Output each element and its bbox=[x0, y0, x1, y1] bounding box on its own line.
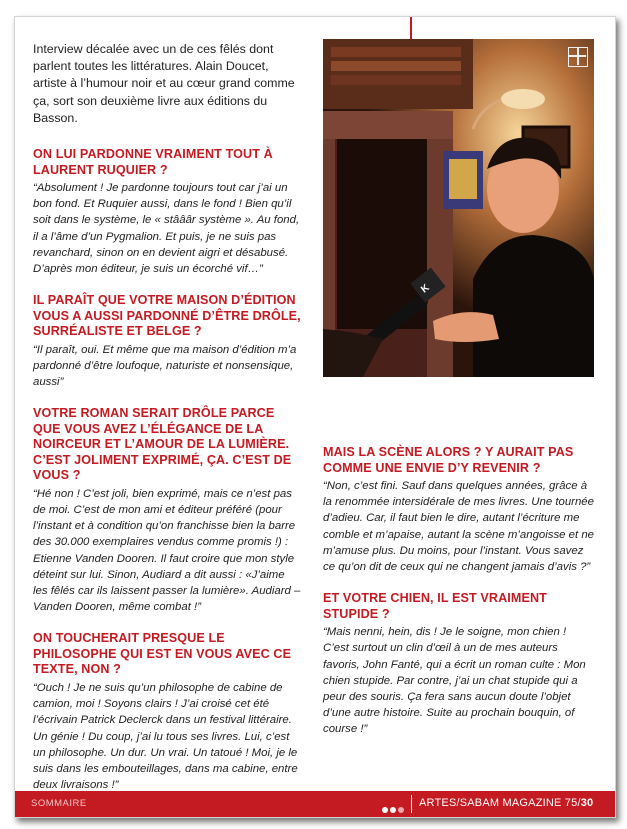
page-dots bbox=[382, 800, 406, 818]
intro-paragraph: Interview décalée avec un de ces fêlés dont parlent toutes les littératures. Alain Doucet, artiste à l’humour noir et au cœur grand comme ça, sort son deuxième livre aux éditions du Basson. bbox=[33, 42, 295, 125]
qa-block-6 bbox=[323, 591, 595, 737]
svg-text:K: K bbox=[419, 282, 432, 296]
qa-block-1 bbox=[33, 147, 301, 277]
question-5: MAIS LA SCÈNE ALORS ? Y AURAIT PAS COMME UNE ENVIE D’Y REVENIR ? bbox=[323, 445, 574, 475]
magazine-name: ARTES/SABAM MAGAZINE 75/ bbox=[419, 797, 581, 809]
plus-square-icon bbox=[568, 47, 588, 67]
sommaire-link[interactable]: SOMMAIRE bbox=[31, 798, 87, 809]
interview-photo bbox=[323, 39, 594, 377]
dot-icon bbox=[382, 807, 388, 813]
magazine-label bbox=[419, 797, 593, 809]
answer-2: “Il paraît, oui. Et même que ma maison d’édition m’a pardonné d’être loufoque, naturiste et nonsensique, aussi” bbox=[33, 343, 297, 389]
question-1: ON LUI PARDONNE VRAIMENT TOUT À LAURENT RUQUIER ? bbox=[33, 147, 273, 177]
qa-block-2 bbox=[33, 293, 301, 390]
qa-block-3 bbox=[33, 406, 301, 615]
qa-block-5 bbox=[323, 445, 595, 575]
left-column bbox=[33, 41, 301, 793]
dot-icon bbox=[398, 807, 404, 813]
magazine-page bbox=[14, 16, 616, 818]
question-6: ET VOTRE CHIEN, IL EST VRAIMENT STUPIDE ? bbox=[323, 591, 547, 621]
right-column bbox=[323, 445, 595, 738]
question-3: VOTRE ROMAN SERAIT DRÔLE PARCE QUE VOUS AVEZ L’ÉLÉGANCE DE LA NOIRCEUR ET L’AMOUR DE LA LUMIÈRE. C’EST JOLIMENT EXPRIMÉ, ÇA. C’EST DE VOUS ? bbox=[33, 406, 292, 483]
dot-icon bbox=[390, 807, 396, 813]
interview-photo-illustration bbox=[323, 39, 594, 377]
answer-3: “Hé non ! C’est joli, bien exprimé, mais ce n’est pas de moi. C’est de mon ami et éditeur préféré (pour l’instant et à condition qu’on franchisse bien la barre des 30.000 exemplaires vendus comme promis !) : Etienne Vanden Dooren. Il faut croire que mon style déteint sur lui. Sinon, Audiard a dit aussi : «J’aime les fêlés car ils laissent passer la lumière». Audiard – Vanden Dooren, même combat !” bbox=[33, 487, 301, 614]
question-4: ON TOUCHERAIT PRESQUE LE PHILOSOPHE QUI EST EN VOUS AVEC CE TEXTE, NON ? bbox=[33, 631, 292, 677]
answer-5: “Non, c’est fini. Sauf dans quelques années, grâce à la renommée intersidérale de mes livres. Une tournée d’adieu. Car, il faut bien le dire, autant l’écriture me comble et m’apaise, autant la scène m’angoisse et ne m’amuse plus. Du moins, pour l’instant. Vous savez ce qu’on dit de ceux qui ne changent jamais d’avis ?” bbox=[323, 480, 595, 574]
footer-divider bbox=[411, 795, 412, 813]
page-footer bbox=[15, 791, 615, 817]
answer-6: “Mais nenni, hein, dis ! Je le soigne, mon chien ! C’est surtout un clin d’œil à un de mes auteurs favoris, John Fanté, qui a écrit un roman culte : Mon chien stupide. Par contre, j’ai un chat stupide qui a peur des souris. Ça fera sans aucun doute l’objet d’une autre histoire. Suite au prochain bouquin, of course !” bbox=[323, 626, 586, 736]
answer-1: “Absolument ! Je pardonne toujours tout car j’ai un bon fond. Et Ruquier aussi, dans le fond ! Bien qu’il soit dans le système, le « stâââr système ». Au fond, il a l’âme d’un Pygmalion. Et puis, je ne suis pas revanchard, sinon on en devient aigri et désabusé. D’après mon éditeur, je suis un écorché vif…” bbox=[33, 182, 300, 276]
qa-block-4 bbox=[33, 631, 301, 793]
answer-4: “Ouch ! Je ne suis qu’un philosophe de cabine de camion, moi ! Soyons clairs ! J’ai croisé cet été l’écrivain Patrick Declerck dans un festival littéraire. Un génie ! Du coup, j’ai lu tous ses livres. Lui, c’est un philosophe. Un dur. Un vrai. Un tatoué ! Moi, je le suis dans les embouteillages, dans ma cabine, entre deux livraisons !” bbox=[33, 681, 298, 792]
question-2: IL PARAÎT QUE VOTRE MAISON D’ÉDITION VOUS A AUSSI PARDONNÉ D’ÊTRE DRÔLE, SURRÉALISTE ET BELGE ? bbox=[33, 293, 301, 339]
page-number: 30 bbox=[580, 797, 594, 809]
